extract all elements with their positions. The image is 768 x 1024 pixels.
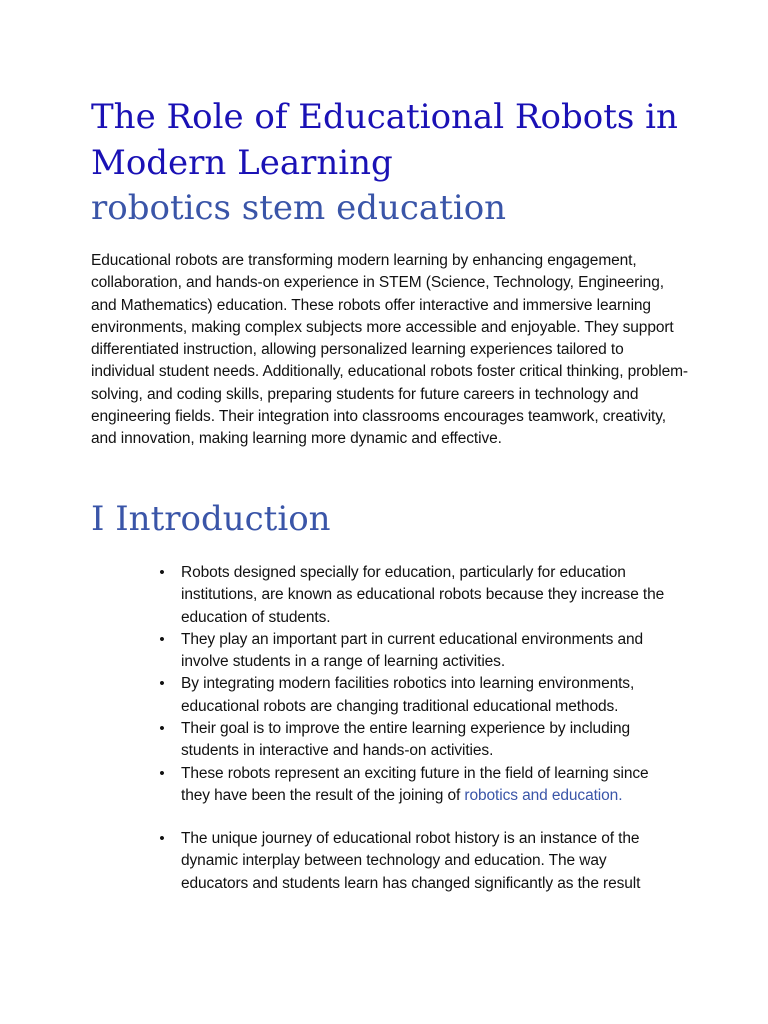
bullet-icon: • [159, 764, 165, 782]
intro-paragraph: Educational robots are transforming modern learning by enhancing engagement, collaboration, and hands-on experience in STEM (Science, Technology, Engineering, and Mathematics) education. These robots offer interactive and immersive learning environments, making complex subjects more accessible and enjoyable. They support differentiated instruction, allowing personalized learning experiences tailored to individual student needs. Additionally, educational robots foster critical thinking, problem-solving, and coding skills, preparing students for future careers in technology and engineering fields. Their integration into classrooms encourages teamwork, creativity, and innovation, making learning more dynamic and effective. [91, 252, 688, 448]
page-title: The Role of Educational Robots in Modern Learning [91, 97, 678, 183]
bullet-icon: • [159, 630, 165, 648]
list-item-text: By integrating modern facilities robotics into learning environments, educational robots are changing traditional educational methods. [181, 675, 635, 715]
bullet-list-introduction [157, 562, 677, 807]
list-item-text: These robots represent an exciting future in the field of learning since they have been the result of the joining of [181, 764, 649, 804]
list-item-text: The unique journey of educational robot history is an instance of the dynamic interplay between technology and education. The way educators and students learn has changed significantly as the result [181, 830, 641, 892]
bullet-icon: • [159, 564, 165, 581]
bullet-icon: • [159, 720, 165, 738]
list-item [157, 763, 677, 808]
list-item-text: Their goal is to improve the entire learning experience by including students in interactive and hands-on activities. [181, 720, 630, 760]
list-item-text: They play an important part in current educational environments and involve students in a range of learning activities. [181, 630, 644, 671]
list-item [157, 629, 677, 674]
bullet-icon: • [159, 830, 165, 847]
list-item-text: Robots designed specially for education, particularly for education institutions, are known as educational robots because they increase the education of students. [181, 564, 665, 626]
bullet-icon: • [159, 675, 165, 693]
list-item [157, 828, 677, 895]
list-item [157, 718, 677, 763]
list-item [157, 562, 677, 629]
section-heading-introduction: I Introduction [91, 499, 331, 539]
page-subtitle: robotics stem education [91, 188, 507, 228]
robotics-education-link[interactable]: robotics and education. [464, 786, 623, 804]
list-item [157, 673, 677, 718]
bullet-list-history [157, 828, 677, 895]
